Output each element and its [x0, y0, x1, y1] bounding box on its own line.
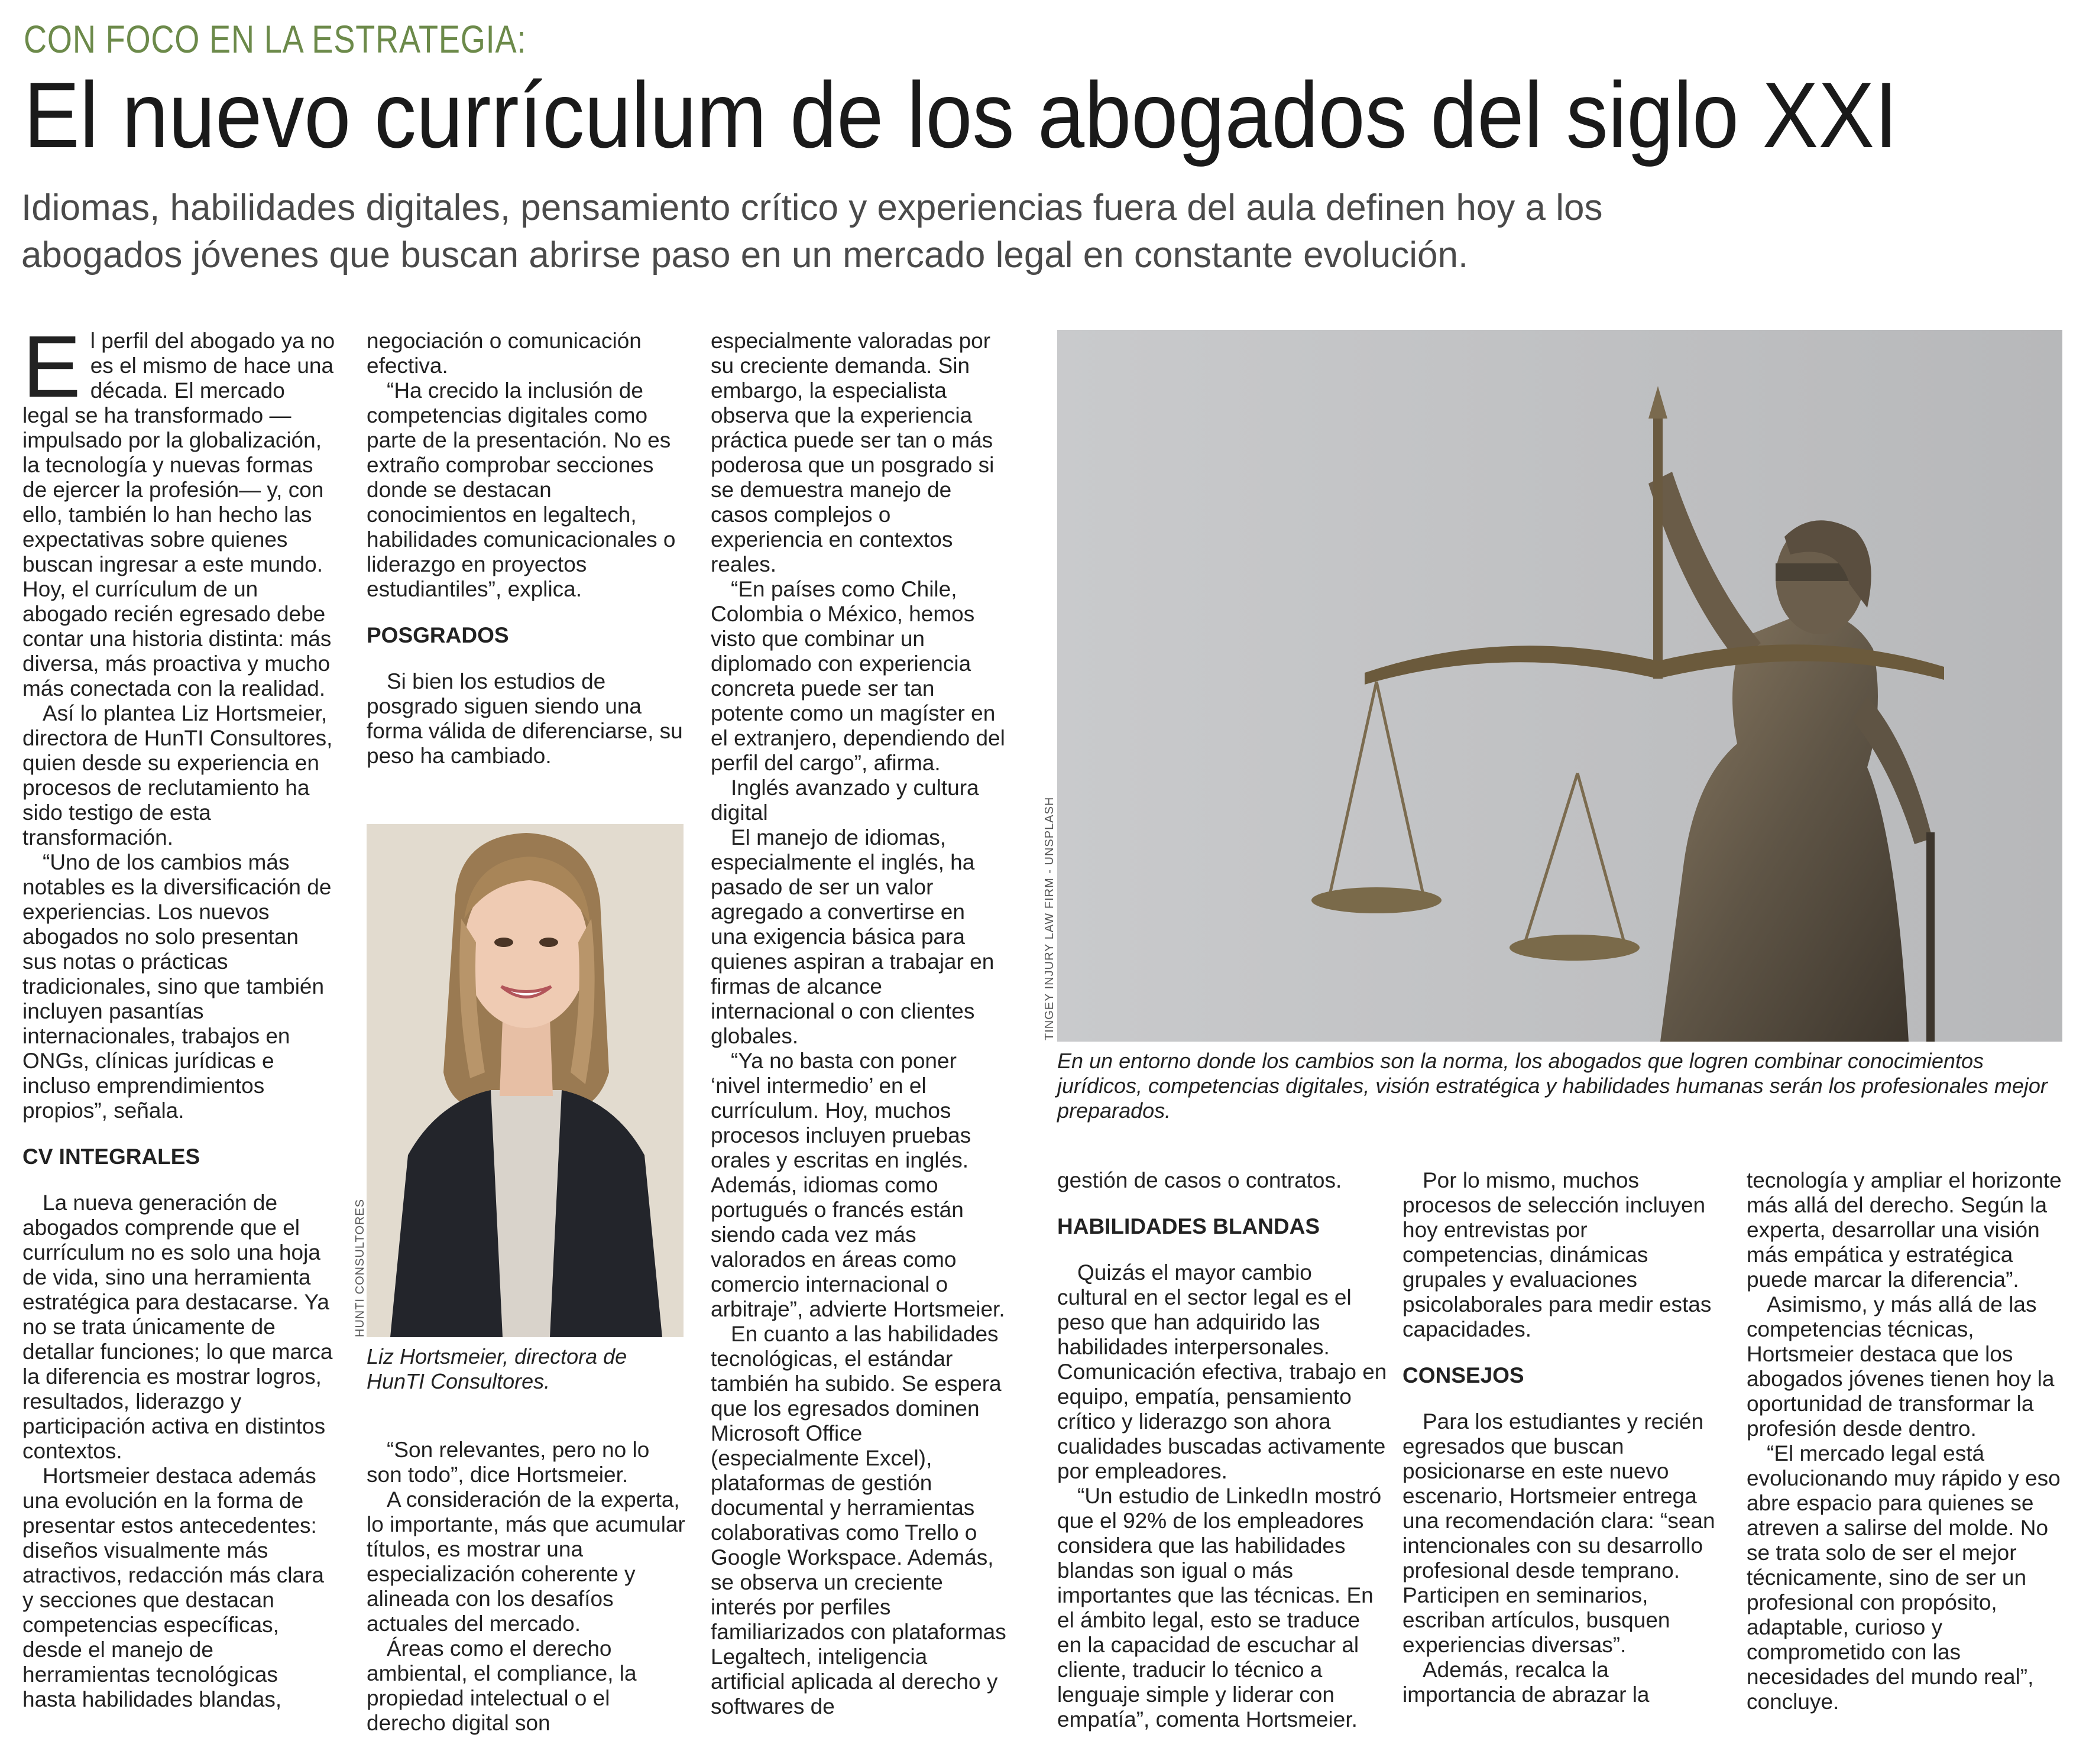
lead-paragraph	[22, 318, 336, 701]
paragraph: A consideración de la experta, lo importante, más que acumular títulos, es mostrar una especialización coherente y alineada con los desafíos actuales del mercado.	[367, 1487, 685, 1636]
main-photo	[1057, 330, 2062, 1042]
article-column-3	[711, 329, 1006, 1719]
paragraph: Quizás el mayor cambio cultural en el sector legal es el peso que han adquirido las habilidades interpersonales. Comunicación efectiva, trabajo en equipo, empatía, pensamiento crítico y liderazgo son ahora cualidades buscadas activamente por empleadores.	[1057, 1260, 1387, 1483]
article-column-2-bottom	[367, 1438, 686, 1736]
paragraph: “En países como Chile, Colombia o México, hemos visto que combinar un diplomado con experiencia concreta puede ser tan potente como un magíster en el extranjero, dependiendo del perfil del cargo”, afirma.	[711, 577, 1005, 775]
paragraph: “Son relevantes, pero no lo son todo”, dice Hortsmeier.	[367, 1438, 650, 1487]
portrait-photo	[367, 824, 684, 1337]
article-column-2-top	[367, 329, 686, 768]
portrait-image	[367, 824, 684, 1337]
paragraph: Por lo mismo, muchos procesos de selección incluyen hoy entrevistas por competencias, dinámicas grupales y evaluaciones psicolaborales para medir estas capacidades.	[1402, 1168, 1712, 1341]
paragraph: El manejo de idiomas, especialmente el inglés, ha pasado de ser un valor agregado a convertirse en una exigencia básica para quienes aspiran a trabajar en firmas de alcance internacional o con clientes globales.	[711, 825, 995, 1048]
section-kicker: CON FOCO EN LA ESTRATEGIA:	[24, 17, 527, 61]
subheading-posgrados: POSGRADOS	[367, 623, 509, 647]
main-photo-credit: TINGEY INJURY LAW FIRM - UNSPLASH	[1043, 796, 1056, 1040]
paragraph: gestión de casos o contratos.	[1057, 1168, 1342, 1192]
portrait-caption: Liz Hortsmeier, directora de HunTI Consultores.	[367, 1344, 627, 1393]
article-column-5	[1402, 1168, 1722, 1707]
paragraph: “Ya no basta con poner ‘nivel intermedio’ en el currículum. Hoy, muchos procesos incluyen pruebas orales y escritas en inglés. Además, idiomas como portugués o francés están siendo cada vez más valorados en áreas como comercio internacional o arbitraje”, advierte Hortsmeier.	[711, 1049, 1005, 1321]
subheading-consejos: CONSEJOS	[1402, 1363, 1524, 1387]
paragraph: “Ha crecido la inclusión de competencias digitales como parte de la presentación. No es extraño comprobar secciones donde se destacan conocimientos en legaltech, habilidades comunicacionales o liderazgo en proyectos estudiantiles”, explica.	[367, 378, 676, 601]
paragraph: negociación o comunicación efectiva.	[367, 329, 642, 378]
lady-justice-image	[1057, 330, 2062, 1042]
paragraph: Si bien los estudios de posgrado siguen siendo una forma válida de diferenciarse, su peso ha cambiado.	[367, 669, 683, 768]
subheading-habilidades-blandas: HABILIDADES BLANDAS	[1057, 1214, 1320, 1238]
drop-cap: E	[22, 318, 81, 416]
paragraph: Así lo plantea Liz Hortsmeier, directora de HunTI Consultores, quien desde su experiencia en procesos de reclutamiento ha sido testigo de esta transformación.	[22, 701, 333, 849]
paragraph-text: l perfil del abogado ya no es el mismo de hace una década. El mercado legal se ha transformado —impulsado por la globalización, la tecnología y nuevas formas de ejercer la profesión— y, con ello, también lo han hecho las expectativas sobre quienes buscan ingresar a este mundo. Hoy, el currículum de un abogado recién egresado debe contar una historia distinta: más diversa, más proactiva y mucho más conectada con la realidad.	[22, 329, 335, 701]
paragraph: “El mercado legal está evolucionando muy rápido y eso abre espacio para quienes se atreven a salirse del molde. No se trata solo de ser el mejor técnicamente, sino de ser un profesional con propósito, adaptable, curioso y comprometido con las necesidades del mundo real”, concluye.	[1747, 1441, 2061, 1714]
main-photo-caption: En un entorno donde los cambios son la norma, los abogados que logren combinar conocimientos jurídicos, competencias digitales, visión estratégica y habilidades humanas serán los profesionales mejor preparados.	[1057, 1049, 2048, 1123]
headline: El nuevo currículum de los abogados del siglo XXI	[24, 63, 1898, 167]
paragraph: En cuanto a las habilidades tecnológicas, el estándar también ha subido. Se espera que los egresados dominen Microsoft Office (especialmente Excel), plataformas de gestión documental y herramientas colaborativas como Trello o Google Workspace. Además, se observa un creciente interés por perfiles familiarizados con plataformas Legaltech, inteligencia artificial aplicada al derecho y softwares de	[711, 1322, 1006, 1718]
portrait-photo-credit: HUNTI CONSULTORES	[354, 1198, 367, 1337]
paragraph: Inglés avanzado y cultura digital	[711, 776, 979, 825]
paragraph: La nueva generación de abogados comprende que el currículum no es solo una hoja de vida, sino una herramienta estratégica para destacarse. Ya no se trata únicamente de detallar funciones; lo que marca la diferencia es mostrar logros, resultados, liderazgo y participación activa en distintos contextos.	[22, 1191, 333, 1463]
paragraph: Para los estudiantes y recién egresados que buscan posicionarse en este nuevo escenario, Hortsmeier entrega una recomendación clara: “sean intencionales con su desarrollo profesional desde temprano. Participen en seminarios, escriban artículos, busquen experiencias diversas”.	[1402, 1409, 1715, 1657]
article-column-6	[1747, 1168, 2066, 1714]
paragraph: Asimismo, y más allá de las competencias técnicas, Hortsmeier destaca que los abogados jóvenes tienen hoy la oportunidad de transformar la profesión desde dentro.	[1747, 1292, 2055, 1441]
paragraph: tecnología y ampliar el horizonte más allá del derecho. Según la experta, desarrollar una visión más empática y estratégica puede marcar la diferencia”.	[1747, 1168, 2062, 1292]
article-column-1	[22, 318, 336, 1712]
paragraph: “Un estudio de LinkedIn mostró que el 92% de los empleadores considera que las habilidades blandas son igual o más importantes que las técnicas. En el ámbito legal, esto se traduce en la capacidad de escuchar al cliente, traducir lo técnico a lenguaje simple y liderar con empatía”, comenta Hortsmeier.	[1057, 1484, 1382, 1731]
paragraph: Áreas como el derecho ambiental, el compliance, la propiedad intelectual o el derecho digital son	[367, 1636, 637, 1735]
paragraph: “Uno de los cambios más notables es la diversificación de experiencias. Los nuevos abogados no solo presentan sus notas o prácticas tradicionales, sino que también incluyen pasantías internacionales, trabajos en ONGs, clínicas jurídicas e incluso emprendimientos propios”, señala.	[22, 850, 332, 1123]
paragraph: Además, recalca la importancia de abrazar la	[1402, 1658, 1650, 1707]
paragraph: Hortsmeier destaca además una evolución en la forma de presentar estos antecedentes: diseños visualmente más atractivos, redacción más clara y secciones que destacan competencias específicas, desde el manejo de herramientas tecnológicas hasta habilidades blandas,	[22, 1464, 324, 1711]
deck-subtitle: Idiomas, habilidades digitales, pensamiento crítico y experiencias fuera del aula definen hoy a los abogados jóvenes que buscan abrirse paso en un mercado legal en constante evolución.	[21, 187, 1603, 275]
subheading-cv-integrales: CV INTEGRALES	[22, 1144, 200, 1169]
article-column-4	[1057, 1168, 1388, 1732]
paragraph: especialmente valoradas por su creciente demanda. Sin embargo, la especialista observa que la experiencia práctica puede ser tan o más poderosa que un posgrado si se demuestra manejo de casos complejos o experiencia en contextos reales.	[711, 329, 995, 576]
